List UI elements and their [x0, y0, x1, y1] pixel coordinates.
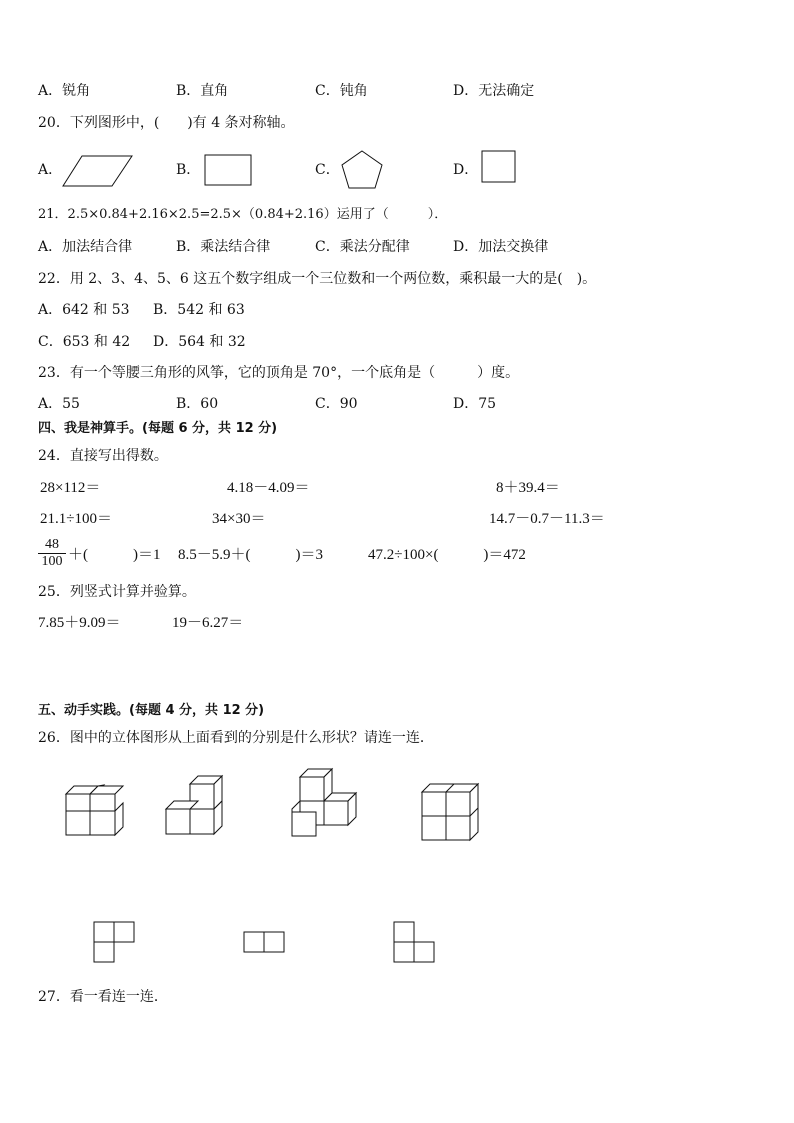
square-icon [481, 150, 517, 184]
q25-item-1: 7.85＋9.09＝ [38, 615, 121, 631]
top-view-3-icon [393, 921, 437, 963]
q24-item-2: 4.18－4.09＝ [227, 480, 310, 496]
q24-item-9: 47.2÷100×( )＝472 [368, 547, 526, 563]
q19-option-b: B．直角 [176, 83, 229, 99]
q22-option-c: C．653 和 42 [38, 334, 131, 350]
q25-item-2: 19－6.27＝ [172, 615, 244, 631]
q24-item-3: 8＋39.4＝ [496, 480, 560, 496]
q24-item-1: 28×112＝ [40, 480, 101, 496]
section5-heading: 五、动手实践。(每题 4 分，共 12 分) [38, 703, 265, 718]
cube-stack-2-icon [164, 775, 228, 839]
q21-stem: 21．2.5×0.84+2.16×2.5=2.5×（0.84+2.16）运用了（ ）． [38, 207, 448, 222]
q22-stem: 22．用 2、3、4、5、6 这五个数字组成一个三位数和一个两位数，乘积最一大的是( )。 [38, 271, 597, 287]
q24-fraction [38, 537, 66, 570]
top-view-1-icon [93, 921, 137, 963]
q24-item-4: 21.1÷100＝ [40, 511, 112, 527]
section4-heading: 四、我是神算手。(每题 6 分，共 12 分) [38, 421, 278, 436]
q21-option-c: C．乘法分配律 [315, 239, 410, 255]
q22-option-a: A．642 和 53 [38, 302, 130, 318]
q23-option-d: D．75 [453, 396, 497, 412]
cube-stack-3-icon [290, 768, 360, 840]
q19-option-a: A．锐角 [38, 83, 91, 99]
q22-option-b: B．542 和 63 [153, 302, 245, 318]
q27-stem: 27．看一看连一连． [38, 989, 168, 1005]
parallelogram-icon [62, 155, 134, 187]
q24-stem: 24．直接写出得数。 [38, 448, 168, 464]
q19-option-c: C．钝角 [315, 83, 368, 99]
pentagon-icon [341, 150, 385, 190]
q23-option-b: B．60 [176, 396, 219, 412]
q20-label-d: D． [453, 162, 479, 178]
q23-option-a: A．55 [38, 396, 80, 412]
q20-stem: 20．下列图形中，( )有 4 条对称轴。 [38, 115, 295, 131]
q24-item-6: 14.7－0.7－11.3＝ [489, 511, 605, 527]
rectangle-icon [204, 154, 254, 186]
q24-item-7: ＋( )＝1 [68, 547, 161, 563]
q20-label-c: C． [315, 162, 340, 178]
q21-option-b: B．乘法结合律 [176, 239, 271, 255]
q22-option-d: D．564 和 32 [153, 334, 246, 350]
q24-item-8: 8.5－5.9＋( )＝3 [178, 547, 323, 563]
q21-option-d: D．加法交换律 [453, 239, 549, 255]
q20-label-a: A． [38, 162, 63, 178]
q24-item-5: 34×30＝ [212, 511, 266, 527]
fraction-numerator: 48 [38, 537, 66, 554]
q20-label-b: B． [176, 162, 201, 178]
q21-option-a: A．加法结合律 [38, 239, 133, 255]
q26-stem: 26．图中的立体图形从上面看到的分别是什么形状？请连一连． [38, 730, 434, 746]
q23-option-c: C．90 [315, 396, 358, 412]
q23-stem: 23．有一个等腰三角形的风筝，它的顶角是 70°，一个底角是（ ）度。 [38, 365, 520, 381]
q25-stem: 25．列竖式计算并验算。 [38, 584, 196, 600]
q19-option-d: D．无法确定 [453, 83, 535, 99]
top-view-2-icon [243, 931, 287, 953]
cube-stack-4-icon [420, 783, 484, 843]
fraction-denominator: 100 [41, 554, 63, 569]
cube-stack-1-icon [60, 785, 130, 837]
